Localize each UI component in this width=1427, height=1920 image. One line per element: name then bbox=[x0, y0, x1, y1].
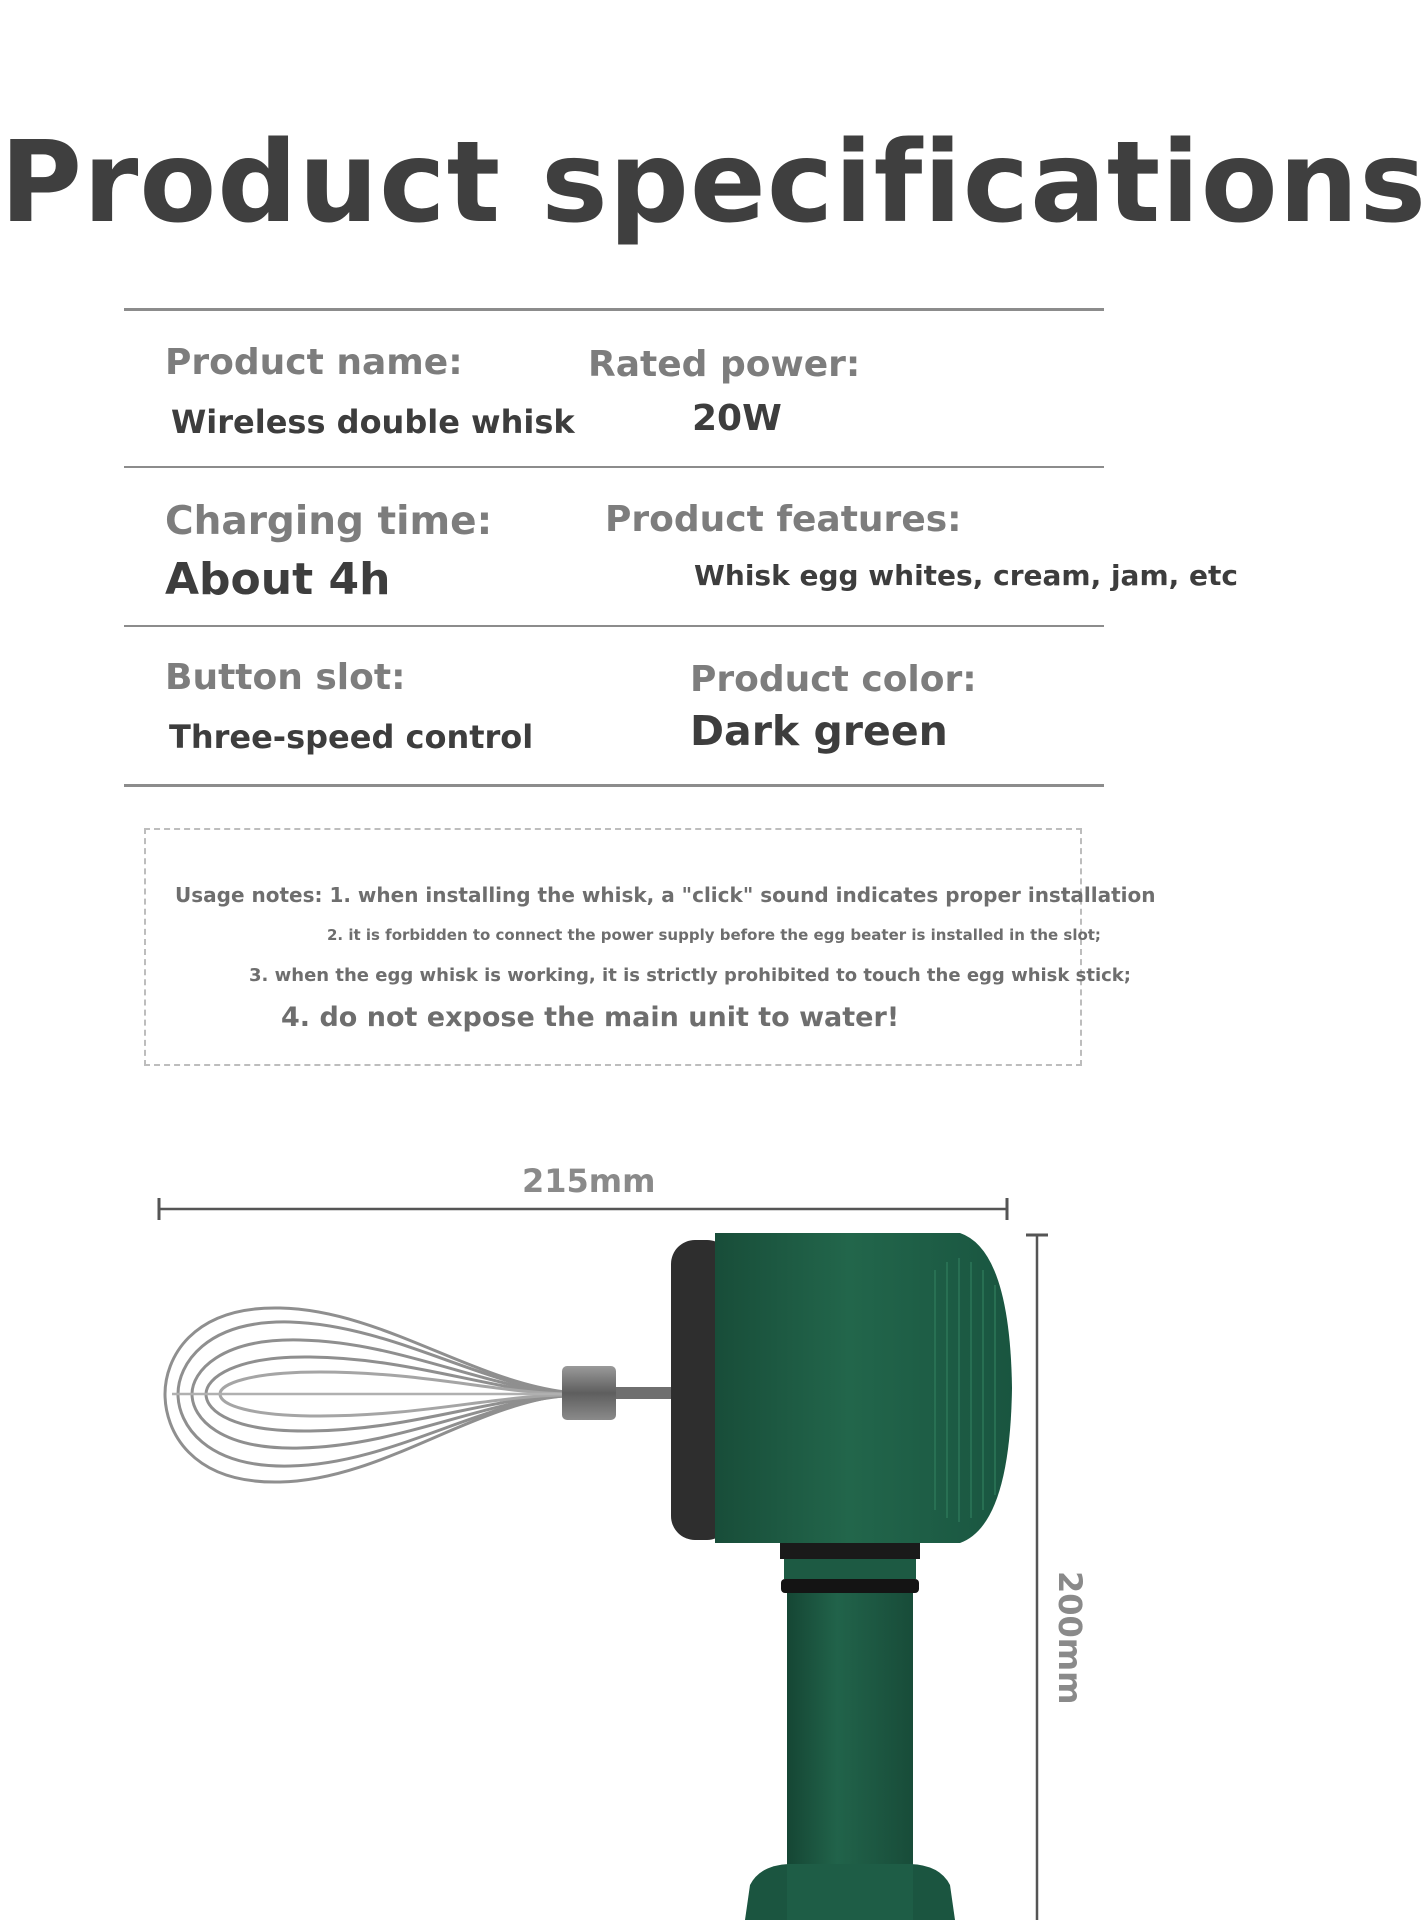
handle bbox=[780, 1543, 920, 1920]
whisk-collar bbox=[562, 1366, 616, 1420]
height-dimension-line bbox=[1026, 1235, 1048, 1920]
spec-value-product-name: Wireless double whisk bbox=[171, 403, 575, 441]
page-title: Product specifications bbox=[0, 118, 1427, 248]
whisk-shaft bbox=[610, 1387, 672, 1399]
spec-label-button-slot: Button slot: bbox=[165, 657, 406, 698]
spec-label-rated-power: Rated power: bbox=[588, 344, 861, 385]
spec-label-product-features: Product features: bbox=[605, 499, 962, 540]
spec-value-rated-power: 20W bbox=[692, 398, 782, 439]
spec-value-product-features: Whisk egg whites, cream, jam, etc bbox=[694, 559, 1238, 592]
spec-label-product-color: Product color: bbox=[690, 659, 977, 700]
width-dimension-label: 215mm bbox=[522, 1162, 656, 1200]
usage-note-3: 3. when the egg whisk is working, it is strictly prohibited to touch the egg whisk stick; bbox=[249, 965, 1131, 986]
spec-value-product-color: Dark green bbox=[690, 707, 948, 755]
usage-note-4: 4. do not expose the main unit to water! bbox=[281, 1002, 900, 1033]
usage-note-1: Usage notes: 1. when installing the whisk, a "click" sound indicates proper installation bbox=[175, 883, 1156, 907]
spec-value-charging-time: About 4h bbox=[165, 554, 391, 605]
width-dimension-line bbox=[159, 1198, 1007, 1220]
usage-note-2: 2. it is forbidden to connect the power supply before the egg beater is installed in the slot; bbox=[327, 926, 1101, 944]
motor-head bbox=[671, 1233, 1012, 1543]
height-dimension-label: 200mm bbox=[1051, 1571, 1089, 1705]
whisk-wires bbox=[165, 1308, 565, 1482]
handle-lower bbox=[787, 1864, 913, 1920]
spec-label-charging-time: Charging time: bbox=[165, 499, 493, 544]
spec-value-button-slot: Three-speed control bbox=[169, 718, 534, 756]
spec-label-product-name: Product name: bbox=[165, 342, 463, 383]
